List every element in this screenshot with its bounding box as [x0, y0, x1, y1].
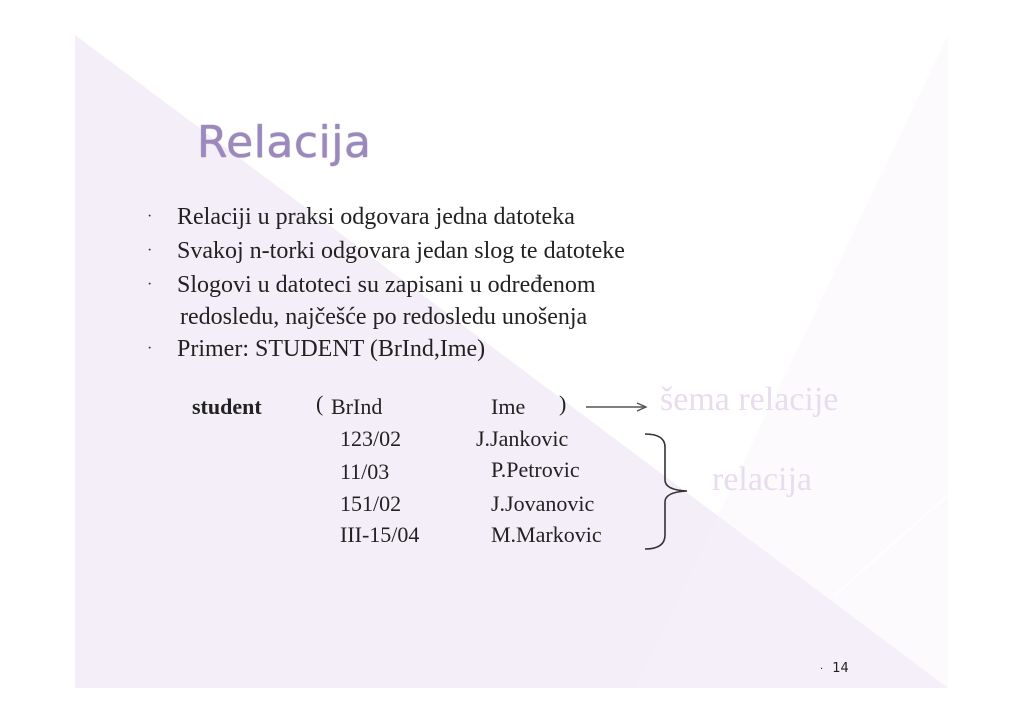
row-brind: 11/03: [340, 459, 390, 484]
bullet-text: Slogovi u datoteci su zapisani u određenom: [177, 272, 596, 298]
row-ime: J.Jovanovic: [491, 491, 595, 516]
page-number-value: 14: [832, 661, 849, 676]
schema-label: šema relacije: [660, 381, 839, 418]
schema-column-ime: Ime: [491, 394, 526, 419]
row-ime: P.Petrovic: [491, 457, 580, 482]
bullet-text: Relaciji u praksi odgovara jedna datoteka: [177, 204, 575, 230]
relation-label: relacija: [712, 461, 813, 498]
bullet-text: Primer: STUDENT (BrInd,Ime): [177, 336, 486, 362]
arrow-icon: [586, 403, 646, 411]
relation-name: student: [192, 394, 262, 419]
schema-open-paren: (: [316, 391, 324, 416]
curly-brace-icon: [645, 434, 687, 549]
row-ime: J.Jankovic: [476, 426, 569, 451]
page-number-dot: ·: [820, 664, 824, 675]
row-brind: 123/02: [340, 426, 402, 451]
bullet-dot: ·: [147, 208, 153, 225]
page-number: [820, 661, 849, 676]
bullet-continuation: redosledu, najčešće po redosledu unošenja: [180, 304, 588, 330]
bullet-dot: ·: [147, 276, 153, 293]
slide: [75, 35, 948, 688]
row-ime: M.Markovic: [491, 522, 602, 547]
slide-title: Relacija: [197, 117, 372, 168]
row-brind: III-15/04: [340, 522, 420, 547]
bullet-dot: ·: [147, 340, 153, 357]
annotation-lines: [75, 35, 948, 688]
schema-close-paren: ): [559, 391, 567, 416]
bullet-dot: ·: [147, 242, 153, 259]
row-brind: 151/02: [340, 491, 402, 516]
schema-column-brind: BrInd: [331, 394, 383, 419]
bullet-text: Svakoj n-torki odgovara jedan slog te datoteke: [177, 238, 625, 264]
